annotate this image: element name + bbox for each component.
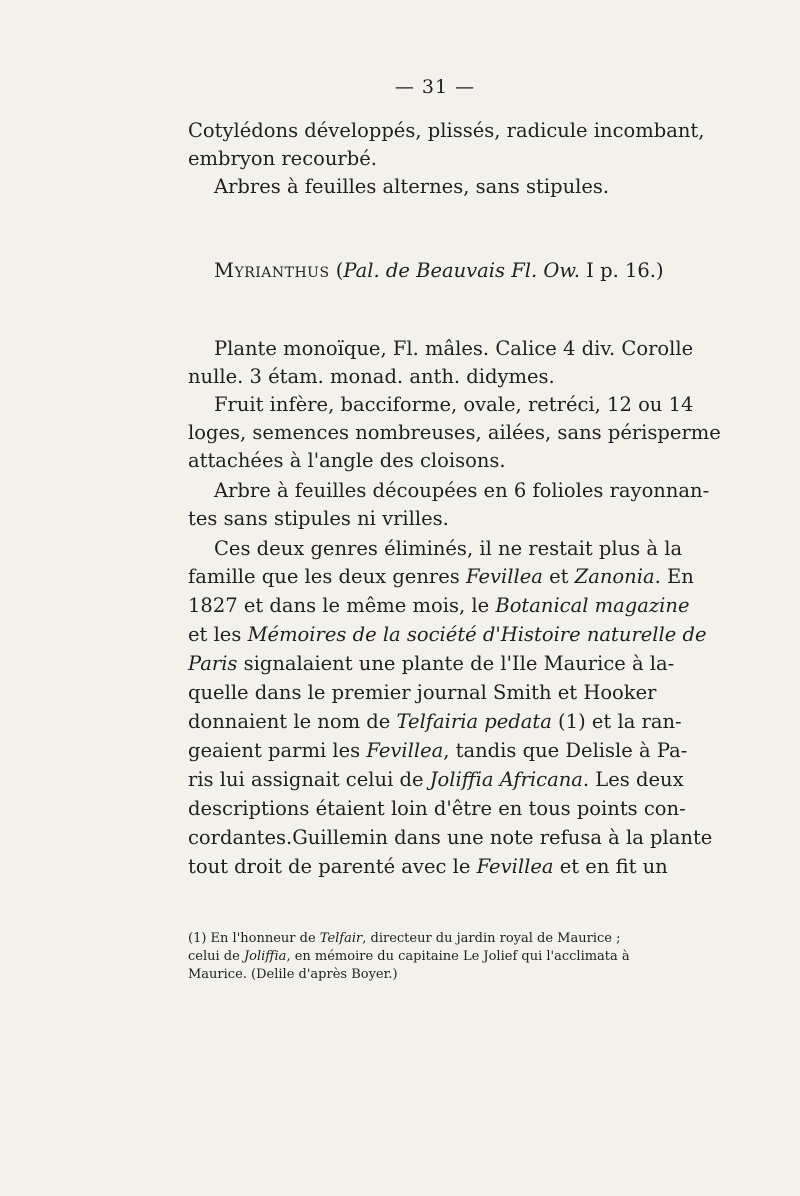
text-fragment: , tandis que Delisle à Pa- bbox=[443, 739, 688, 762]
text-line: Cotylédons développés, plissés, radicule incombant, bbox=[188, 119, 705, 142]
text-line: Ces deux genres éliminés, il ne restait plus à la bbox=[214, 537, 683, 560]
text-fragment: (1) En l'honneur de bbox=[188, 931, 320, 946]
text-fragment: ( bbox=[329, 259, 344, 282]
text-fragment: geaient parmi les bbox=[188, 739, 367, 762]
text-fragment: et les bbox=[188, 623, 248, 646]
genus-name: Myrianthus bbox=[214, 259, 330, 282]
text-fragment: . En bbox=[654, 565, 694, 588]
text-line: nulle. 3 étam. monad. anth. didymes. bbox=[188, 365, 555, 388]
text-fragment: , en mémoire du capitaine Le Jolief qui l'acclimata à bbox=[286, 949, 630, 964]
text-line bbox=[188, 593, 690, 619]
text-line bbox=[188, 564, 694, 590]
text-line: Arbre à feuilles découpées en 6 folioles rayonnan- bbox=[214, 479, 710, 502]
text-fragment: (1) et la ran- bbox=[551, 710, 682, 733]
text-fragment: ris lui assignait celui de bbox=[188, 768, 430, 791]
text-line bbox=[188, 767, 684, 793]
text-fragment: et bbox=[542, 565, 575, 588]
text-fragment: tout droit de parenté avec le bbox=[188, 855, 477, 878]
footnote-line bbox=[188, 930, 680, 947]
text-line: tes sans stipules ni vrilles. bbox=[188, 507, 449, 530]
footnote-line: Maurice. (Delile d'après Boyer.) bbox=[188, 967, 398, 982]
text-fragment: et en fit un bbox=[553, 855, 668, 878]
text-fragment: , directeur du jardin royal de Maurice ; bbox=[362, 931, 621, 946]
text-fragment: . Les deux bbox=[582, 768, 684, 791]
journal-title: Botanical magazine bbox=[495, 594, 690, 617]
text-fragment: celui de bbox=[188, 949, 244, 964]
genus-heading bbox=[214, 258, 678, 284]
species-name: Telfairia pedata bbox=[396, 710, 552, 733]
text-line bbox=[188, 709, 682, 735]
person-name: Telfair bbox=[319, 931, 363, 946]
genus-name: Joliffia bbox=[243, 949, 287, 964]
citation: Pal. de Beauvais Fl. Ow. bbox=[343, 259, 580, 282]
text-fragment: signalaient une plante de l'Ile Maurice à la- bbox=[237, 652, 675, 675]
genus-name: Fevillea bbox=[465, 565, 543, 588]
text-line: embryon recourbé. bbox=[188, 147, 377, 170]
text-fragment: famille que les deux genres bbox=[188, 565, 466, 588]
text-line: quelle dans le premier journal Smith et Hooker bbox=[188, 681, 657, 704]
species-name: Joliffia Africana bbox=[429, 768, 583, 791]
text-line: Plante monoïque, Fl. mâles. Calice 4 div. Corolle bbox=[214, 337, 694, 360]
footnote-line bbox=[188, 948, 680, 965]
journal-title: Paris bbox=[188, 652, 238, 675]
genus-name: Zanonia bbox=[574, 565, 655, 588]
journal-title: Mémoires de la société d'Histoire naturelle de bbox=[247, 623, 707, 646]
text-fragment: donnaient le nom de bbox=[188, 710, 397, 733]
genus-name: Fevillea bbox=[366, 739, 444, 762]
text-fragment: I p. 16.) bbox=[579, 259, 664, 282]
text-line: loges, semences nombreuses, ailées, sans périsperme bbox=[188, 421, 721, 444]
text-line: descriptions étaient loin d'être en tous points con- bbox=[188, 797, 686, 820]
text-line bbox=[188, 738, 688, 764]
text-fragment: 1827 et dans le même mois, le bbox=[188, 594, 496, 617]
genus-name: Fevillea bbox=[476, 855, 554, 878]
text-line: cordantes.Guillemin dans une note refusa à la plante bbox=[188, 826, 713, 849]
text-line: Arbres à feuilles alternes, sans stipules. bbox=[214, 175, 610, 198]
text-line bbox=[188, 622, 707, 648]
text-line bbox=[188, 854, 678, 880]
text-line bbox=[188, 651, 678, 677]
page-number: — 31 — bbox=[394, 76, 476, 98]
text-line: attachées à l'angle des cloisons. bbox=[188, 449, 506, 472]
text-line: Fruit infère, bacciforme, ovale, retréci, 12 ou 14 bbox=[214, 393, 694, 416]
